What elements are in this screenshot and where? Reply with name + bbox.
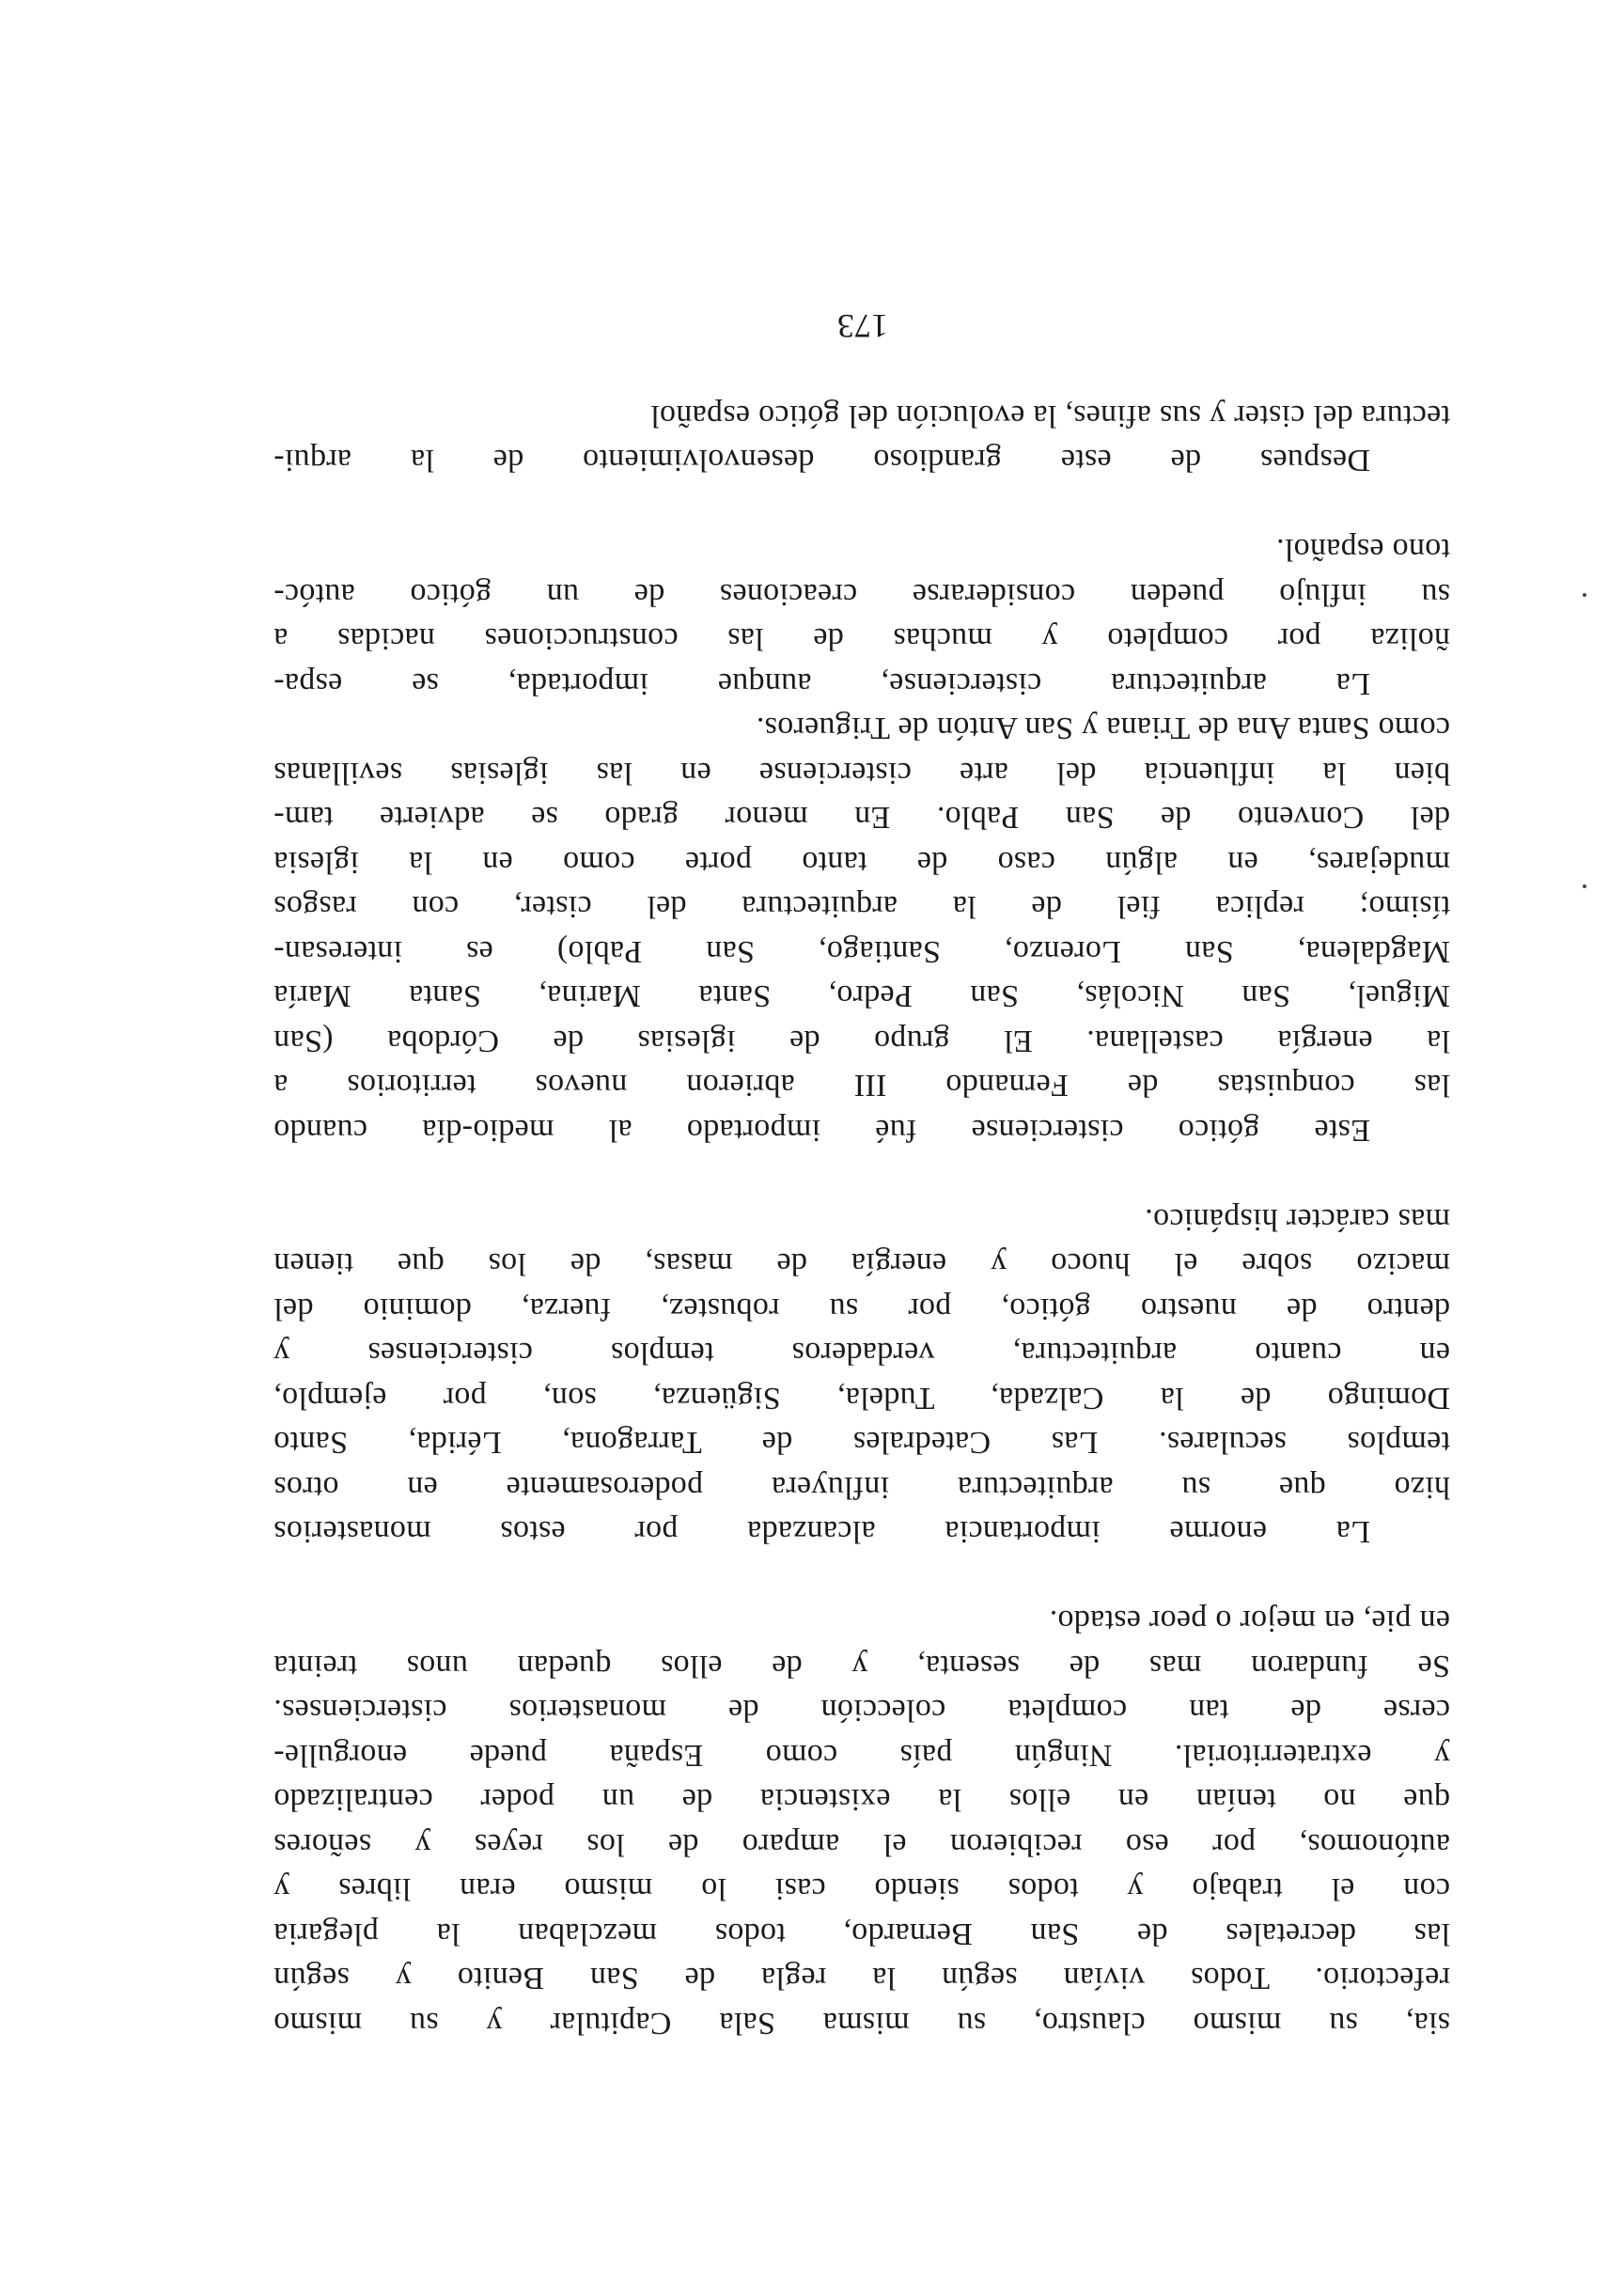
text-line: tectura del cister y sus afines, la evolución del gótico español (650, 399, 1450, 433)
text-line: como Santa Ana de Triana y San Antón de Trigueros. (756, 711, 1450, 746)
text-line: La arquitectura cisterciense, aunque importada, se espa- (273, 666, 1370, 701)
text-line: refectorio. Todos vivían según la regla de San Benito y según (273, 1961, 1450, 1996)
paragraph (273, 1197, 1450, 1555)
text-line: templos seculares. Las Catedrales de Tarragona, Lérida, Santo (273, 1425, 1450, 1461)
text-line: cerse de tan completa colección de monasterios cistercienses. (273, 1693, 1450, 1729)
body-text (273, 349, 1450, 2045)
text-line: Magdalena, San Lorenzo, Santiago, San Pablo) es interesan- (273, 934, 1450, 969)
text-line: sia, su mismo claustro, su misma Sala Capitular y su mismo (273, 2006, 1450, 2041)
text-line: tono español. (1275, 532, 1450, 568)
text-line: tísimo; replica fiel de la arquitectura del cister, con rasgos (273, 889, 1450, 925)
text-line: La enorme importancia alcanzada por estos monasterios (273, 1514, 1370, 1550)
page-number: 173 (837, 307, 888, 345)
text-line: autónomos, por eso recibieron el amparo de los reyes y señores (273, 1827, 1450, 1862)
text-line: Domingo de la Calzada, Tudela, Sigüenza, son, por ejemplo, (273, 1381, 1450, 1416)
text-line: y extraterritorial. Ningún país como España puede enorgulle- (273, 1738, 1450, 1773)
text-line: en cuanto arquitectura, verdaderos templos cistercienses y (273, 1336, 1450, 1371)
text-line: mas carácter hispánico. (1144, 1202, 1450, 1237)
text-line: dentro de nuestro gótico, por su robustez, fuerza, dominio del (273, 1291, 1450, 1326)
text-line: con el trabajo y todos siendo casi lo mismo eran libres y (273, 1871, 1450, 1907)
text-line: Despues de este grandioso desenvolvimiento de la arqui- (273, 443, 1370, 478)
text-line: ñoliza por completo y muchas de las construcciones nacidas a (273, 621, 1450, 657)
paragraph (273, 394, 1450, 483)
text-line: su influjo pueden considerarse creaciones de un gótico autóc- (273, 577, 1450, 612)
scan-speck (1583, 593, 1586, 597)
paragraph (273, 706, 1450, 1152)
paragraph (273, 527, 1450, 706)
scan-speck (1583, 884, 1586, 888)
text-line: las conquistas de Fernando III abrieron nuevos territorios a (273, 1068, 1450, 1103)
paragraph (273, 1599, 1450, 2045)
text-line: en pie, en mejor o peor estado. (1049, 1603, 1450, 1639)
text-line: la energía castellana. El grupo de iglesias de Córdoba (San (273, 1024, 1450, 1058)
text-line: hizo que su arquitectura influyera poderosamente en otros (273, 1470, 1450, 1505)
text-line: del Convento de San Pablo. En menor grado se advierte tam- (273, 800, 1450, 836)
text-line: macizo sobre el huoco y energía de masas, de los que tienen (273, 1246, 1450, 1282)
text-line: las decretales de San Bernardo, todos mezclaban la plegaria (273, 1916, 1450, 1951)
text-line: mudejares, en algún caso de tanto porte como en la iglesia (273, 845, 1450, 880)
text-line: bien la influencia del arte cisterciense en las iglesias sevillanas (273, 756, 1450, 790)
text-line: Se fundaron mas de sesenta, y de ellos quedan unos treinta (273, 1649, 1450, 1683)
text-line: que no tenían en ellos la existencia de un poder centralizado (273, 1782, 1450, 1818)
text-line: Miguel, San Nicolás, San Pedro, Santa Marina, Santa María (273, 978, 1450, 1014)
text-line: Este gótico cisterciense fué importado al medio-día cuando (273, 1113, 1370, 1148)
